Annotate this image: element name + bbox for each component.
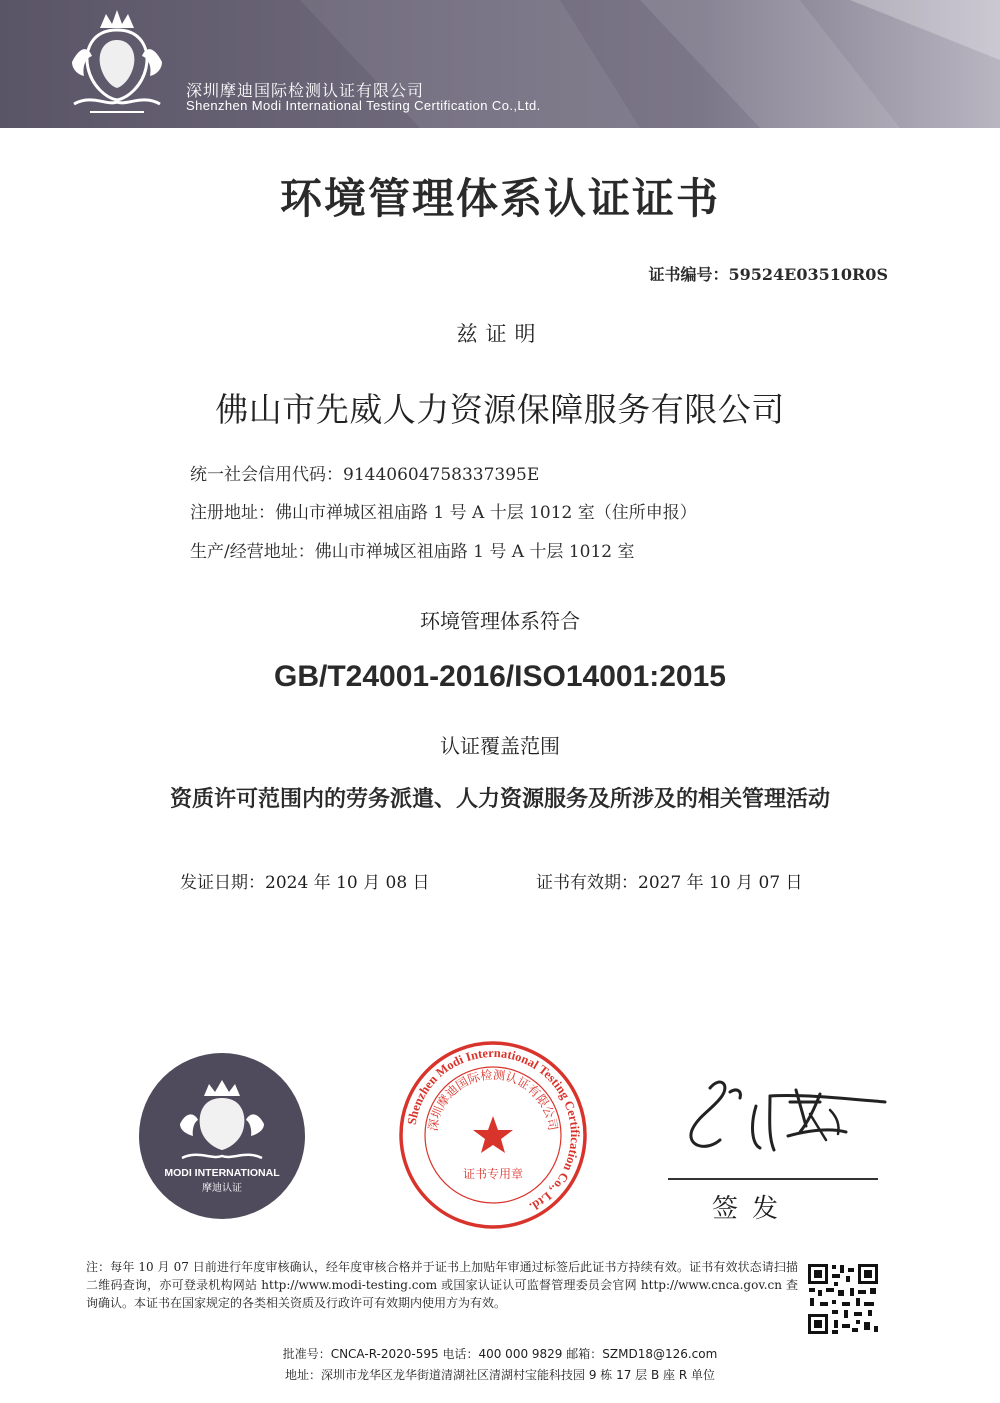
- certificate-title: 环境管理体系认证证书: [279, 174, 720, 223]
- qr-code-icon[interactable]: [806, 1262, 880, 1336]
- seal-star-icon: [473, 1116, 513, 1153]
- official-seal-stamp: [398, 1040, 588, 1230]
- issuer-address: 地址：深圳市龙华区龙华街道清湖社区清湖村宝能科技园 9 栋 17 层 B 座 R 单位: [285, 1368, 715, 1382]
- seal-sub: 证书专用章: [462, 1167, 524, 1181]
- issued-by-label: 签发: [712, 1194, 793, 1224]
- scope-label: 认证覆盖范围: [440, 734, 560, 758]
- standard-code: GB/T24001-2016/ISO14001:2015: [274, 660, 726, 693]
- seal-text-cn: 深圳摩迪国际检测认证有限公司: [425, 1067, 561, 1132]
- approval-contact-line: 批准号：CNCA-R-2020-595 电话：400 000 9829 邮箱：SZMD18@126.com: [282, 1347, 718, 1361]
- registered-address: 注册地址：佛山市禅城区祖庙路 1 号 A 十层 1012 室（住所申报）: [190, 503, 697, 523]
- seal-text-en: Shenzhen Modi International Testing Certification Co., Ltd.: [404, 1045, 583, 1215]
- certificate-number: [648, 262, 888, 285]
- scope-text: 资质许可范围内的劳务派遣、人力资源服务及所涉及的相关管理活动: [169, 787, 830, 812]
- hereby-certify: 兹证明: [456, 322, 544, 346]
- conform-label: 环境管理体系符合: [420, 609, 580, 633]
- lion-crest-logo-icon: [62, 6, 172, 118]
- modi-badge-icon: [138, 1052, 306, 1220]
- operating-address: 生产/经营地址：佛山市禅城区祖庙路 1 号 A 十层 1012 室: [190, 542, 635, 562]
- issue-date: 发证日期：2024 年 10 月 08 日: [180, 873, 430, 893]
- badge-brand-cn: 摩迪认证: [202, 1183, 242, 1194]
- signature-line: [668, 1178, 878, 1180]
- handwritten-signature: [670, 1066, 890, 1166]
- valid-until: 证书有效期：2027 年 10 月 07 日: [536, 873, 803, 893]
- certificate-number-value: 59524E03510R0S: [728, 265, 888, 284]
- issuer-name-cn: 深圳摩迪国际检测认证有限公司: [186, 81, 425, 100]
- credit-code: 统一社会信用代码：91440604758337395E: [190, 465, 540, 485]
- footer-note: 注：每年 10 月 07 日前进行年度审核确认，经年度审核合格并于证书上加贴年审通过标签后此证书方持续有效。证书有效状态请扫描二维码查询，亦可登录机构网站 http://www.modi-testing.com 或国家认证认可监督管理委员会官网 http://www.cnca.gov.cn 查询确认。本证书在国家规定的各类相关资质及行政许可有效期内使用方为有效。: [86, 1260, 798, 1310]
- certificate-number-label: 证书编号：: [648, 265, 729, 284]
- issuer-name-en: Shenzhen Modi International Testing Certification Co.,Ltd.: [186, 98, 541, 113]
- certified-company-name: 佛山市先威人力资源保障服务有限公司: [215, 390, 785, 429]
- badge-brand-en: MODI INTERNATIONAL: [164, 1167, 280, 1179]
